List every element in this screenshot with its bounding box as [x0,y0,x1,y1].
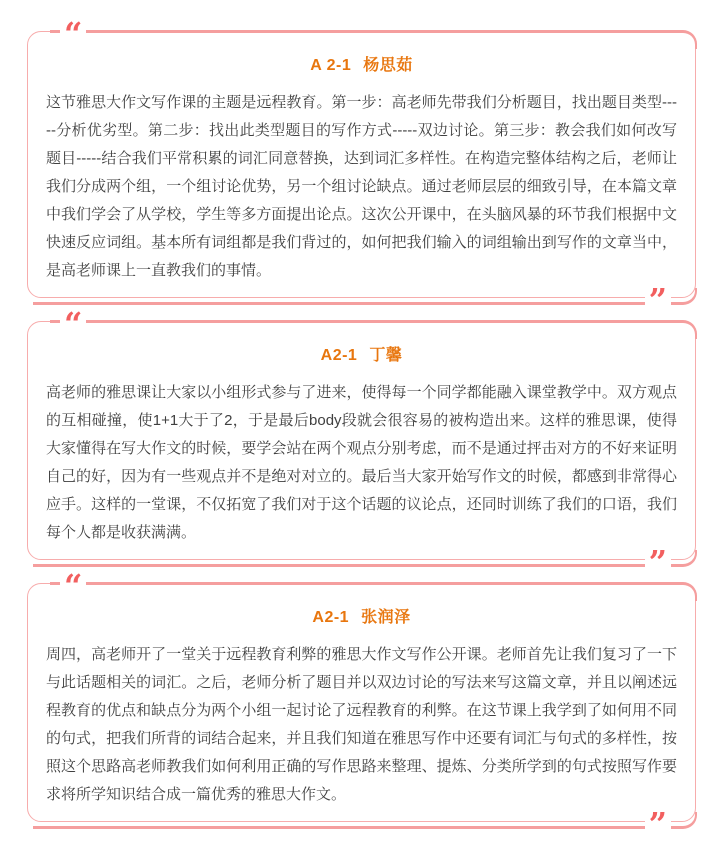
open-quote-icon: “ [60,571,86,601]
student-name: 张润泽 [361,609,411,626]
open-quote-icon: “ [60,309,86,339]
card-title [46,604,677,627]
student-name: 杨思茹 [363,57,413,74]
testimonial-card [27,15,696,319]
card-paragraph: 周四，高老师开了一堂关于远程教育利弊的雅思大作文写作公开课。老师首先让我们复习了一下与此话题相关的词汇。之后，老师分析了题目并以双边讨论的写法来写这篇文章，并且以阐述远程教育的优点和缺点分为两个小组一起讨论了远程教育的利弊。在这节课上我学到了如何用不同的句式，把我们所背的词结合起来，并且我们知道在雅思写作中还要有词汇与句式的多样性，按照这个思路高老师教我们如何利用正确的写作思路来整理、提炼、分类所学到的句式按照写作要求将所学知识结合成一篇优秀的雅思大作文。 [46,646,677,803]
close-quote-icon: ” [645,547,671,577]
close-quote-icon: ” [645,285,671,315]
class-label: A 2-1 [310,57,352,74]
card-title [46,52,677,75]
card-paragraph: 这节雅思大作文写作课的主题是远程教育。第一步：高老师先带我们分析题目，找出题目类型-----分析优劣型。第二步：找出此类型题目的写作方式-----双边讨论。第三步：教会我们如何改写题目-----结合我们平常积累的词汇同意替换，达到词汇多样性。在构造完整体结构之后，老师让我们分成两个组，一个组讨论优势，另一个组讨论缺点。通过老师层层的细致引导，在本篇文章中我们学会了从学校，学生等多方面提出论点。这次公开课中，在头脑风暴的环节我们根据中文快速反应词组。基本所有词组都是我们背过的，如何把我们输入的词组输出到写作的文章当中，是高老师课上一直教我们的事情。 [46,94,677,279]
close-quote-icon: ” [645,809,671,839]
student-name: 丁馨 [369,347,403,364]
open-quote-icon: “ [60,19,86,49]
card-title [46,342,677,365]
testimonial-card [27,567,696,843]
class-label: A2-1 [320,347,358,364]
card-paragraph: 高老师的雅思课让大家以小组形式参与了进来，使得每一个同学都能融入课堂教学中。双方观点的互相碰撞，使1+1大于了2，于是最后body段就会很容易的被构造出来。这样的雅思课，使得大家懂得在写大作文的时候，要学会站在两个观点分别考虑，而不是通过抨击对方的不好来证明自己的好，因为有一些观点并不是绝对对立的。最后当大家开始写作文的时候，都感到非常得心应手。这样的一堂课，不仅拓宽了我们对于这个话题的议论点，还同时训练了我们的口语，我们每个人都是收获满满。 [46,384,677,541]
class-label: A2-1 [312,609,350,626]
testimonial-card [27,305,696,581]
